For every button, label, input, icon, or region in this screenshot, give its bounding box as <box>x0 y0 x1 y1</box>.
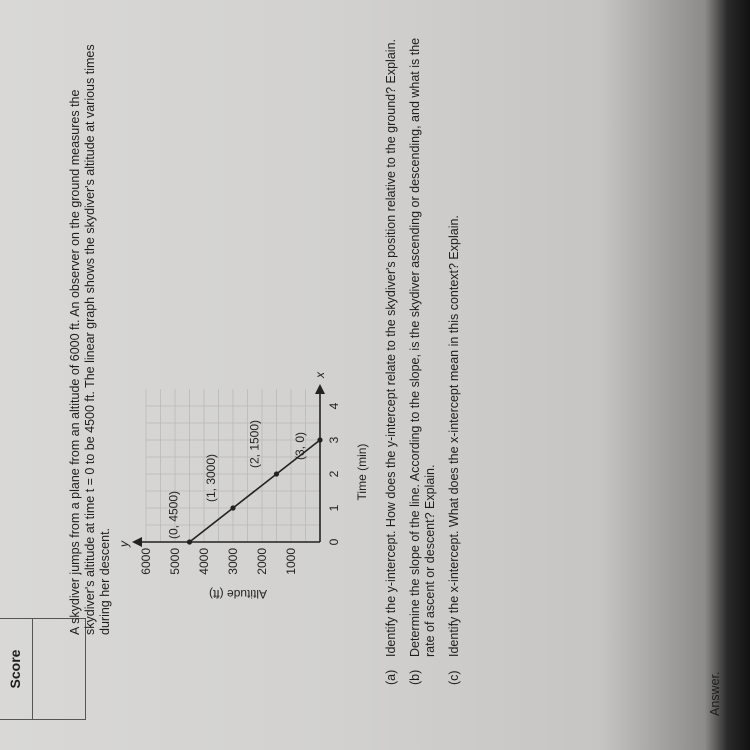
y-axis-arrow <box>132 537 142 547</box>
y-tick-label: 1000 <box>284 548 298 575</box>
answer-label: Answer. <box>708 671 722 716</box>
question-c <box>447 35 462 685</box>
x-tick-label: 3 <box>327 436 341 444</box>
x-tick-label: 1 <box>327 504 341 512</box>
x-tick-label: 4 <box>327 402 341 410</box>
data-point-label: (0, 4500) <box>166 490 181 539</box>
data-point-label: (3, 0) <box>293 431 307 460</box>
x-axis-letter: x <box>313 372 327 378</box>
question-b <box>408 35 438 685</box>
problem-statement <box>68 35 113 635</box>
question-text: Identify the y-intercept. How does the y-intercept relate to the skydiver's position relative to the ground? Explain. <box>384 39 398 657</box>
y-tick-label: 2000 <box>255 548 269 575</box>
data-point <box>230 505 235 510</box>
altitude-graph <box>117 362 378 602</box>
y-axis-title: Altitude (ft) <box>208 587 268 601</box>
x-axis-arrow <box>315 384 325 394</box>
data-point <box>317 437 322 442</box>
x-axis-title: Time (min) <box>355 443 369 501</box>
y-tick-label: 6000 <box>139 548 153 575</box>
problem-line: A skydiver jumps from a plane from an altitude of 6000 ft. An observer on the ground measures the <box>68 89 82 635</box>
series <box>167 420 323 545</box>
question-label: (a) <box>384 669 398 685</box>
question-a <box>384 35 399 685</box>
y-axis-letter: y <box>117 541 131 547</box>
problem-line: skydiver's altitude at time t = 0 to be 4500 ft. The linear graph shows the skydiver's altitude at various times <box>83 44 97 635</box>
y-tick-label: 3000 <box>226 548 240 575</box>
y-tick-label: 5000 <box>168 548 182 575</box>
data-point <box>274 471 279 476</box>
question-text: Determine the slope of the line. According to the slope, is the skydiver ascending or descending, and what is the rate of ascent or descent? Explain. <box>408 37 437 657</box>
question-list <box>384 35 471 685</box>
data-point-label: (2, 1500) <box>247 419 262 468</box>
score-label: Score <box>0 619 33 719</box>
data-point <box>187 539 192 544</box>
y-tick-label: 4000 <box>197 548 211 575</box>
data-point-label: (1, 3000) <box>204 453 218 502</box>
question-text: Identify the x-intercept. What does the x-intercept mean in this context? Explain. <box>447 215 461 657</box>
problem-line: during her descent. <box>98 527 112 635</box>
question-label: (b) <box>408 669 422 685</box>
x-tick-label: 0 <box>327 538 341 546</box>
question-label: (c) <box>447 670 461 685</box>
x-tick-label: 2 <box>327 470 341 478</box>
tick-labels <box>139 402 341 574</box>
